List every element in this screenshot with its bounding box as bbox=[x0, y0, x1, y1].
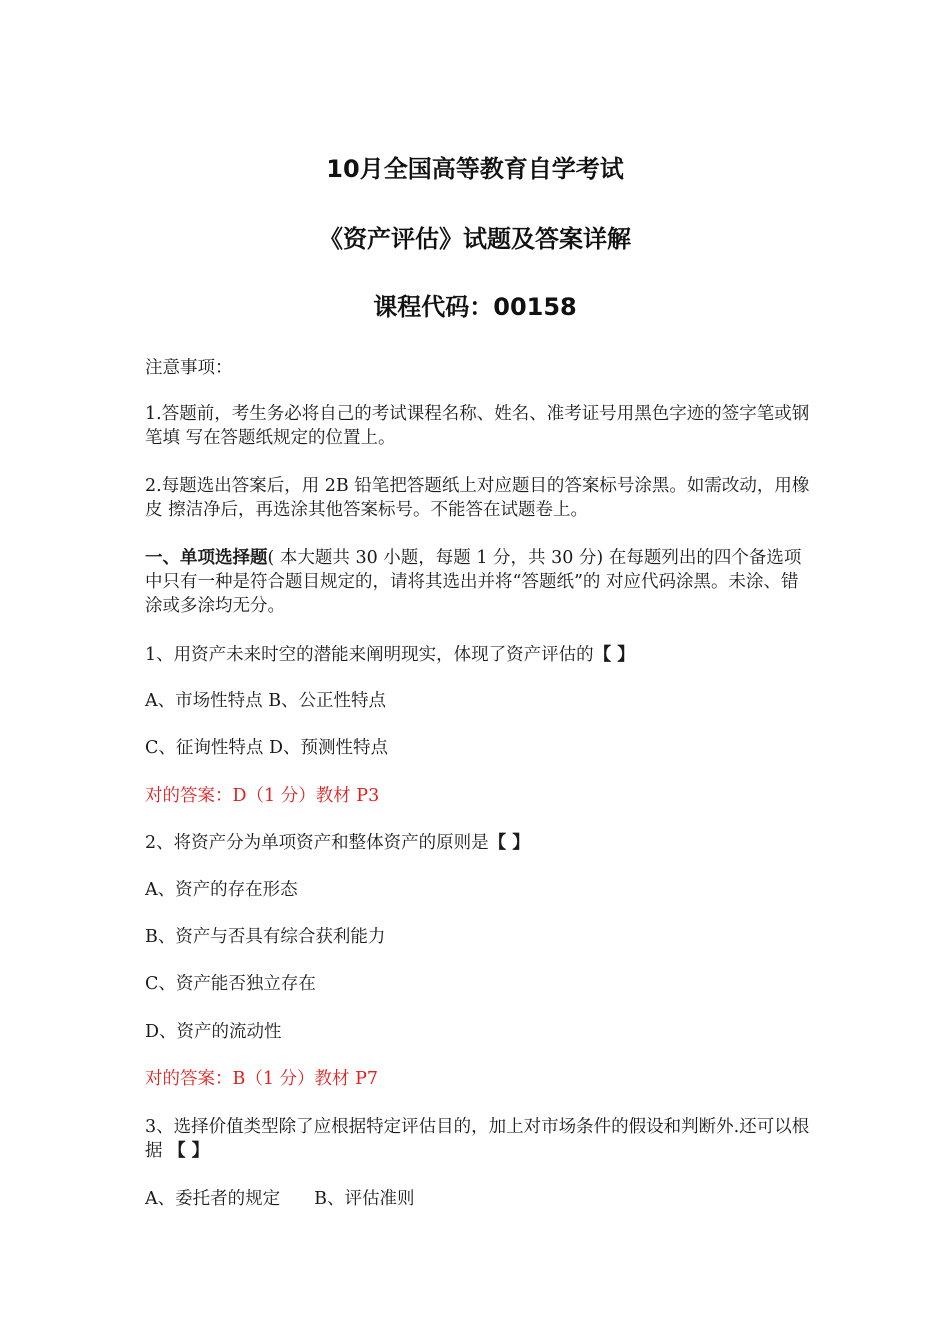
section-label: 一、单项选择题 bbox=[145, 548, 268, 568]
question-2-option-c: C、资产能否独立存在 bbox=[145, 974, 316, 994]
question-2-answer: 对的答案：B（1 分）教材 P7 bbox=[145, 1069, 379, 1089]
notice-item-2: 2.每题选出答案后，用 2B 铅笔把答题纸上对应题目的答案标号涂黑。如需改动，用橡皮 擦洁净后，再选涂其他答案标号。不能答在试题卷上。 bbox=[145, 476, 810, 520]
question-2-option-a: A、资产的存在形态 bbox=[145, 880, 298, 900]
question-2-option-b: B、资产与否具有综合获利能力 bbox=[145, 927, 386, 947]
answer-bracket: 【 】 bbox=[168, 1141, 210, 1161]
question-2-option-d: D、资产的流动性 bbox=[145, 1022, 282, 1042]
answer-bracket: 【 】 bbox=[488, 833, 530, 853]
section-intro bbox=[145, 546, 810, 618]
exam-title: 10月全国高等教育自学考试 bbox=[326, 155, 624, 183]
answer-bracket: 【 】 bbox=[593, 645, 635, 665]
course-code: 课程代码：00158 bbox=[373, 293, 577, 321]
section-description: ( 本大题共 30 小题，每题 1 分，共 30 分) 在每题列出的四个备选项中只有一种是符合题目规定的，请将其选出并将“答题纸”的 对应代码涂黑。未涂、错涂或多涂均无分。 bbox=[145, 548, 802, 616]
question-1-answer: 对的答案：D（1 分）教材 P3 bbox=[145, 786, 380, 806]
question-3-stem: 3、选择价值类型除了应根据特定评估目的，加上对市场条件的假设和判断外.还可以根据 【 】 bbox=[145, 1117, 810, 1161]
question-3-option-b: B、评估准则 bbox=[314, 1189, 415, 1209]
question-1-option-cd: C、征询性特点 D、预测性特点 bbox=[145, 738, 388, 758]
question-2-stem: 2、将资产分为单项资产和整体资产的原则是【 】 bbox=[145, 833, 530, 853]
notice-item-1: 1.答题前，考生务必将自己的考试课程名称、姓名、准考证号用黑色字迹的签字笔或钢笔填 写在答题纸规定的位置上。 bbox=[145, 404, 810, 448]
notice-heading: 注意事项： bbox=[145, 358, 233, 378]
question-3-options bbox=[145, 1187, 810, 1211]
question-1-stem: 1、用资产未来时空的潜能来阐明现实，体现了资产评估的【 】 bbox=[145, 645, 635, 665]
question-1-option-ab: A、市场性特点 B、公正性特点 bbox=[145, 691, 387, 711]
exam-subtitle: 《资产评估》试题及答案详解 bbox=[319, 225, 631, 253]
question-3-option-a: A、委托者的规定 bbox=[145, 1189, 281, 1209]
